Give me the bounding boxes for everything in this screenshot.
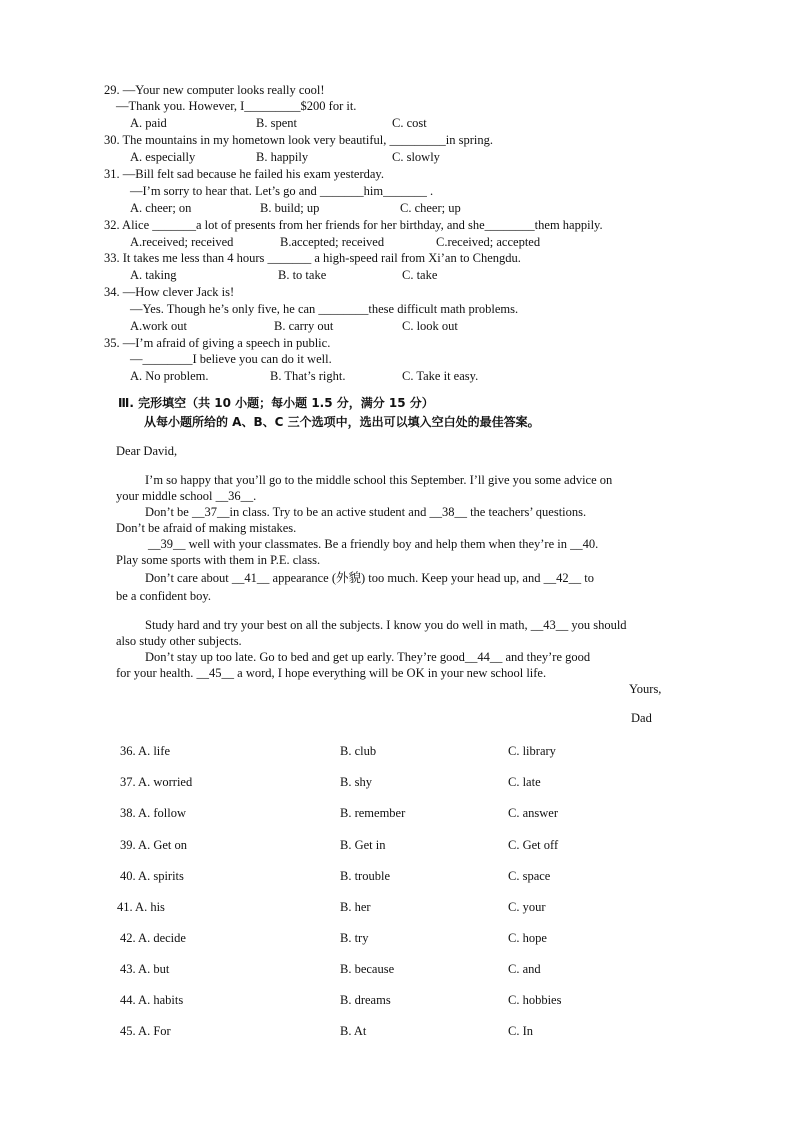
question-31-stem: 31. —Bill felt sad because he failed his exam yesterday. — [104, 167, 384, 181]
option-40-a: 40. A. spirits — [120, 869, 184, 883]
letter-greeting: Dear David, — [116, 444, 178, 458]
option-31-a: A. cheer; on — [130, 201, 192, 215]
option-42-a: 42. A. decide — [120, 931, 186, 945]
question-34-stem: 34. —How clever Jack is! — [104, 285, 235, 299]
letter-line: also study other subjects. — [116, 634, 242, 648]
option-38-c: C. answer — [508, 806, 558, 820]
letter-line: I’m so happy that you’ll go to the middle school this September. I’ll give you some advice on — [145, 473, 613, 487]
question-32-stem: 32. Alice _______a lot of presents from her friends for her birthday, and she________them happily. — [104, 218, 603, 232]
option-43-a: 43. A. but — [120, 962, 170, 976]
option-31-c: C. cheer; up — [400, 201, 461, 215]
question-35-reply: —________I believe you can do it well. — [130, 352, 332, 366]
option-41-c: C. your — [508, 900, 546, 914]
section-title: Ⅲ. 完形填空（共 10 小题；每小题 1.5 分，满分 15 分） — [118, 396, 434, 410]
question-30-stem: 30. The mountains in my hometown look very beautiful, _________in spring. — [104, 133, 493, 147]
option-33-a: A. taking — [130, 268, 177, 282]
section-instruction: 从每小题所给的 A、B、C 三个选项中，选出可以填入空白处的最佳答案。 — [144, 415, 540, 429]
option-29-c: C. cost — [392, 116, 427, 130]
letter-signature: Dad — [631, 711, 652, 725]
option-35-a: A. No problem. — [130, 369, 209, 383]
letter-line: Don’t be afraid of making mistakes. — [116, 521, 297, 535]
question-34-reply: —Yes. Though he’s only five, he can ________these difficult math problems. — [130, 302, 519, 316]
option-40-c: C. space — [508, 869, 551, 883]
option-29-a: A. paid — [130, 116, 167, 130]
option-40-b: B. trouble — [340, 869, 390, 883]
option-36-b: B. club — [340, 744, 377, 758]
option-45-c: C. In — [508, 1024, 533, 1038]
option-41-a: 41. A. his — [117, 900, 165, 914]
option-37-c: C. late — [508, 775, 541, 789]
letter-line: Don’t stay up too late. Go to bed and get up early. They’re good__44__ and they’re good — [145, 650, 591, 664]
option-38-a: 38. A. follow — [120, 806, 186, 820]
option-43-c: C. and — [508, 962, 541, 976]
letter-line: __39__ well with your classmates. Be a friendly boy and help them when they’re in __40. — [148, 537, 599, 551]
option-35-b: B. That’s right. — [270, 369, 346, 383]
option-30-b: B. happily — [256, 150, 309, 164]
option-32-c: C.received; accepted — [436, 235, 541, 249]
option-43-b: B. because — [340, 962, 395, 976]
option-31-b: B. build; up — [260, 201, 320, 215]
option-37-a: 37. A. worried — [120, 775, 193, 789]
question-35-stem: 35. —I’m afraid of giving a speech in public. — [104, 336, 331, 350]
option-44-a: 44. A. habits — [120, 993, 184, 1007]
option-45-a: 45. A. For — [120, 1024, 171, 1038]
letter-closing: Yours, — [629, 682, 662, 696]
option-30-c: C. slowly — [392, 150, 440, 164]
option-36-c: C. library — [508, 744, 556, 758]
option-37-b: B. shy — [340, 775, 372, 789]
letter-line: Study hard and try your best on all the subjects. I know you do well in math, __43__ you should — [145, 618, 627, 632]
letter-line: your middle school __36__. — [116, 489, 257, 503]
option-44-b: B. dreams — [340, 993, 391, 1007]
option-32-b: B.accepted; received — [280, 235, 385, 249]
question-33-stem: 33. It takes me less than 4 hours _______ a high-speed rail from Xi’an to Chengdu. — [104, 251, 521, 265]
letter-line: Don’t care about __41__ appearance (外貌) too much. Keep your head up, and __42__ to — [145, 571, 594, 585]
option-42-b: B. try — [340, 931, 369, 945]
option-39-c: C. Get off — [508, 838, 559, 852]
letter-line: for your health. __45__ a word, I hope everything will be OK in your new school life. — [116, 666, 547, 680]
option-33-c: C. take — [402, 268, 438, 282]
option-38-b: B. remember — [340, 806, 406, 820]
option-29-b: B. spent — [256, 116, 297, 130]
option-45-b: B. At — [340, 1024, 367, 1038]
letter-line: be a confident boy. — [116, 589, 211, 603]
question-31-reply: —I’m sorry to hear that. Let’s go and _______him_______ . — [130, 184, 434, 198]
option-39-b: B. Get in — [340, 838, 386, 852]
option-44-c: C. hobbies — [508, 993, 562, 1007]
option-36-a: 36. A. life — [120, 744, 170, 758]
option-41-b: B. her — [340, 900, 371, 914]
question-29-reply: —Thank you. However, I_________$200 for it. — [116, 99, 357, 113]
option-33-b: B. to take — [278, 268, 327, 282]
option-34-a: A.work out — [130, 319, 187, 333]
question-29-stem: 29. —Your new computer looks really cool! — [104, 83, 325, 97]
option-42-c: C. hope — [508, 931, 547, 945]
letter-line: Don’t be __37__in class. Try to be an active student and __38__ the teachers’ questions. — [145, 505, 587, 519]
option-32-a: A.received; received — [130, 235, 234, 249]
option-39-a: 39. A. Get on — [120, 838, 188, 852]
option-34-c: C. look out — [402, 319, 458, 333]
option-34-b: B. carry out — [274, 319, 334, 333]
option-30-a: A. especially — [130, 150, 196, 164]
letter-line: Play some sports with them in P.E. class. — [116, 553, 321, 567]
option-35-c: C. Take it easy. — [402, 369, 479, 383]
